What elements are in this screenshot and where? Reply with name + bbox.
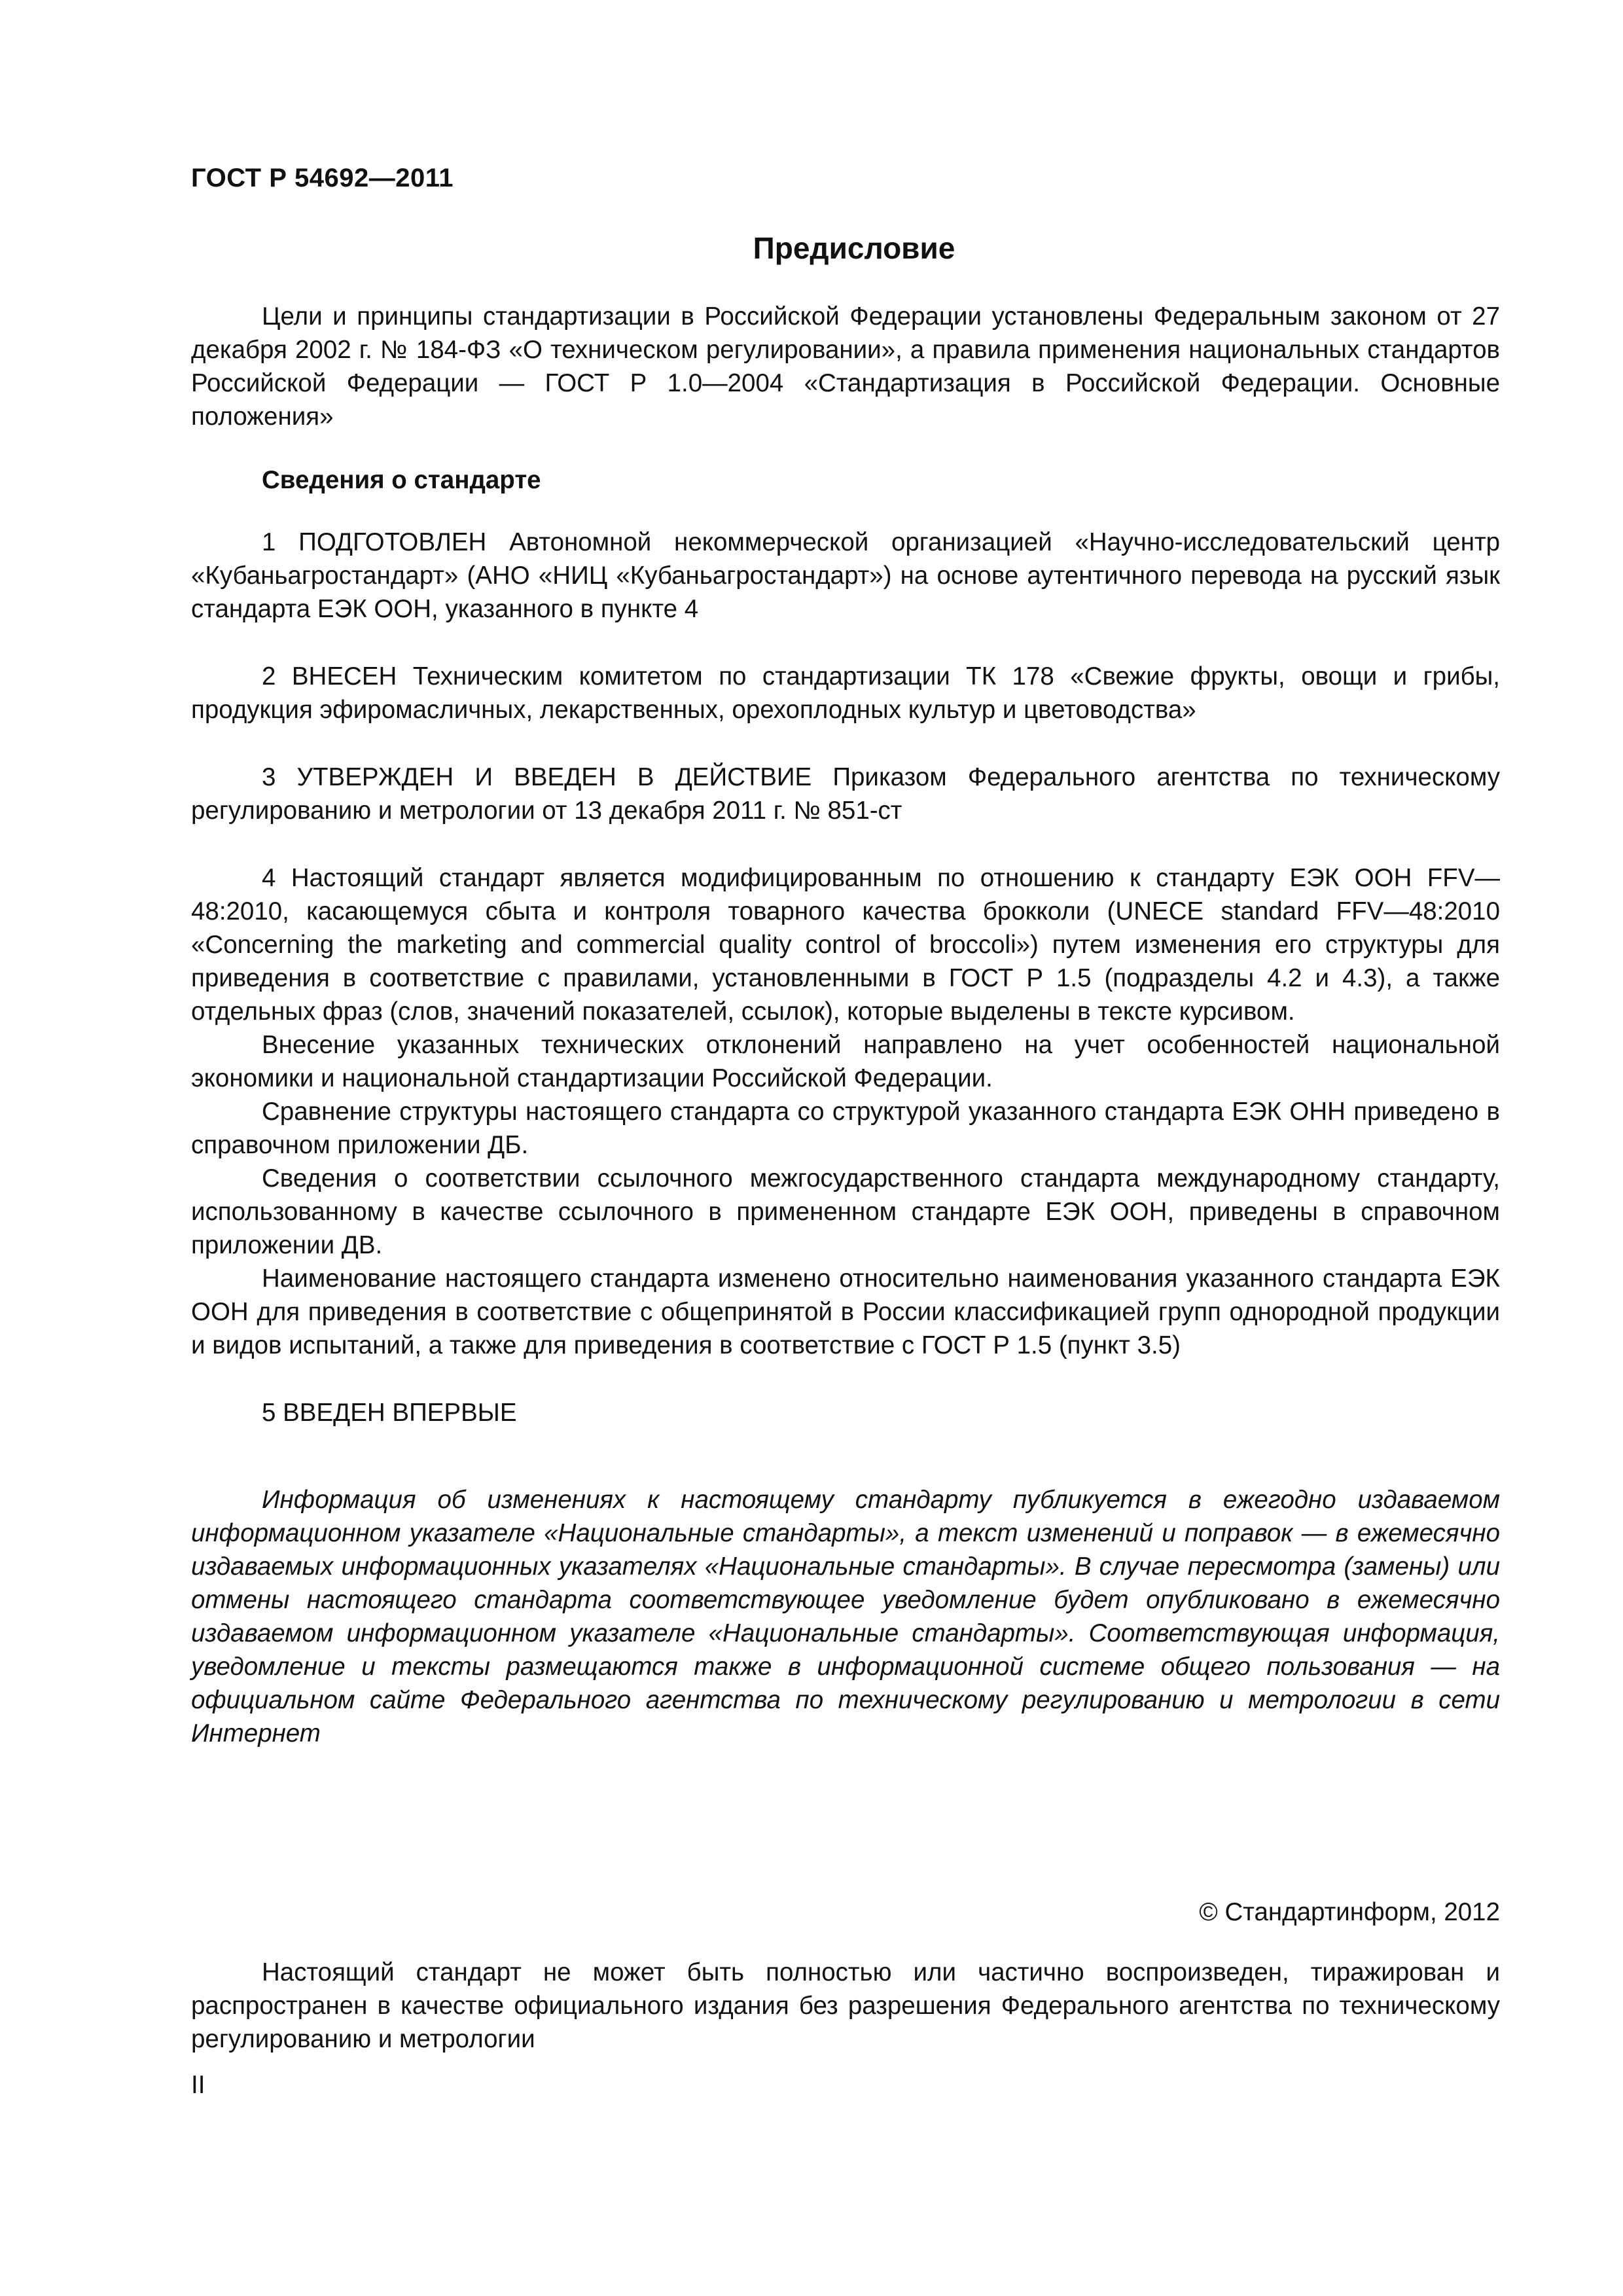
document-code: ГОСТ Р 54692—2011 [191,164,454,192]
foreword-body [191,300,1500,1429]
item-prepared: 1 ПОДГОТОВЛЕН Автономной некоммерческой организацией «Научно-исследовательский центр «Кубаньагростандарт» (АНО «НИЦ «Кубаньагростандарт») на основе аутентичного перевода на русский язык стандарта ЕЭК ООН, указанного в пункте 4 [191,528,1500,623]
item-structure-comparison: Сравнение структуры настоящего стандарта со структурой указанного стандарта ЕЭК ОНН приведено в справочном приложении ДБ. [191,1098,1500,1159]
item-approved: 3 УТВЕРЖДЕН И ВВЕДЕН В ДЕЙСТВИЕ Приказом Федерального агентства по техническому регулированию и метрологии от 13 декабря 2011 г. № 851-ст [191,763,1500,825]
item-deviations: Внесение указанных технических отклонений направлено на учет особенностей национальной экономики и национальной стандартизации Российской Федерации. [191,1031,1500,1092]
page-title: Предисловие [753,231,955,265]
item-submitted: 2 ВНЕСЕН Техническим комитетом по стандартизации ТК 178 «Свежие фрукты, овощи и грибы, продукция эфиромасличных, лекарственных, орехоплодных культур и цветоводства» [191,662,1500,724]
page-number: II [191,2071,205,2099]
copyright-line: © Стандартинформ, 2012 [1199,1898,1500,1926]
changes-notice: Информация об изменениях к настоящему стандарту публикуется в ежегодно издаваемом информационном указателе «Национальные стандарты», а текст изменений и поправок — в ежемесячно издаваемых информационных указателях «Национальные стандарты». В случае пересмотра (замены) или отмены настоящего стандарта соответствующее уведомление будет опубликовано в ежемесячно издаваемом информационном указателе «Национальные стандарты». Соответствующая информация, уведомление и тексты размещаются также в информационной системе общего пользования — на официальном сайте Федерального агентства по техническому регулированию и метрологии в сети Интернет [191,1486,1500,1748]
section-subheading: Сведения о стандарте [262,466,541,494]
intro-paragraph: Цели и принципы стандартизации в Российской Федерации установлены Федеральным законом от 27 декабря 2002 г. № 184-ФЗ «О техническом регулировании», а правила применения национальных стандартов Российской Федерации — ГОСТ Р 1.0—2004 «Стандартизация в Российской Федерации. Основные положения» [191,302,1500,431]
item-reference-compliance: Сведения о соответствии ссылочного межгосударственного стандарта международному стандарту, использованному в качестве ссылочного в примененном стандарте ЕЭК ООН, приведены в справочном приложении ДВ. [191,1164,1500,1259]
item-name-change: Наименование настоящего стандарта изменено относительно наименования указанного стандарта ЕЭК ООН для приведения в соответствие с общепринятой в России классификацией групп однородной продукции и видов испытаний, а также для приведения в соответствие с ГОСТ Р 1.5 (пункт 3.5) [191,1265,1500,1359]
item-introduced: 5 ВВЕДЕН ВПЕРВЫЕ [262,1399,517,1427]
reproduction-notice: Настоящий стандарт не может быть полностью или частично воспроизведен, тиражирован и распространен в качестве официального издания без разрешения Федерального агентства по техническому регулированию и метрологии [191,1958,1500,2053]
item-modification: 4 Настоящий стандарт является модифицированным по отношению к стандарту ЕЭК ООН FFV—48:2010, касающемуся сбыта и контроля товарного качества брокколи (UNECE standard FFV—48:2010 «Concerning the marketing and commercial quality control of broccoli») путем изменения его структуры для приведения в соответствие с правилами, установленными в ГОСТ Р 1.5 (подразделы 4.2 и 4.3), а также отдельных фраз (слов, значений показателей, ссылок), которые выделены в тексте курсивом. [191,864,1500,1026]
